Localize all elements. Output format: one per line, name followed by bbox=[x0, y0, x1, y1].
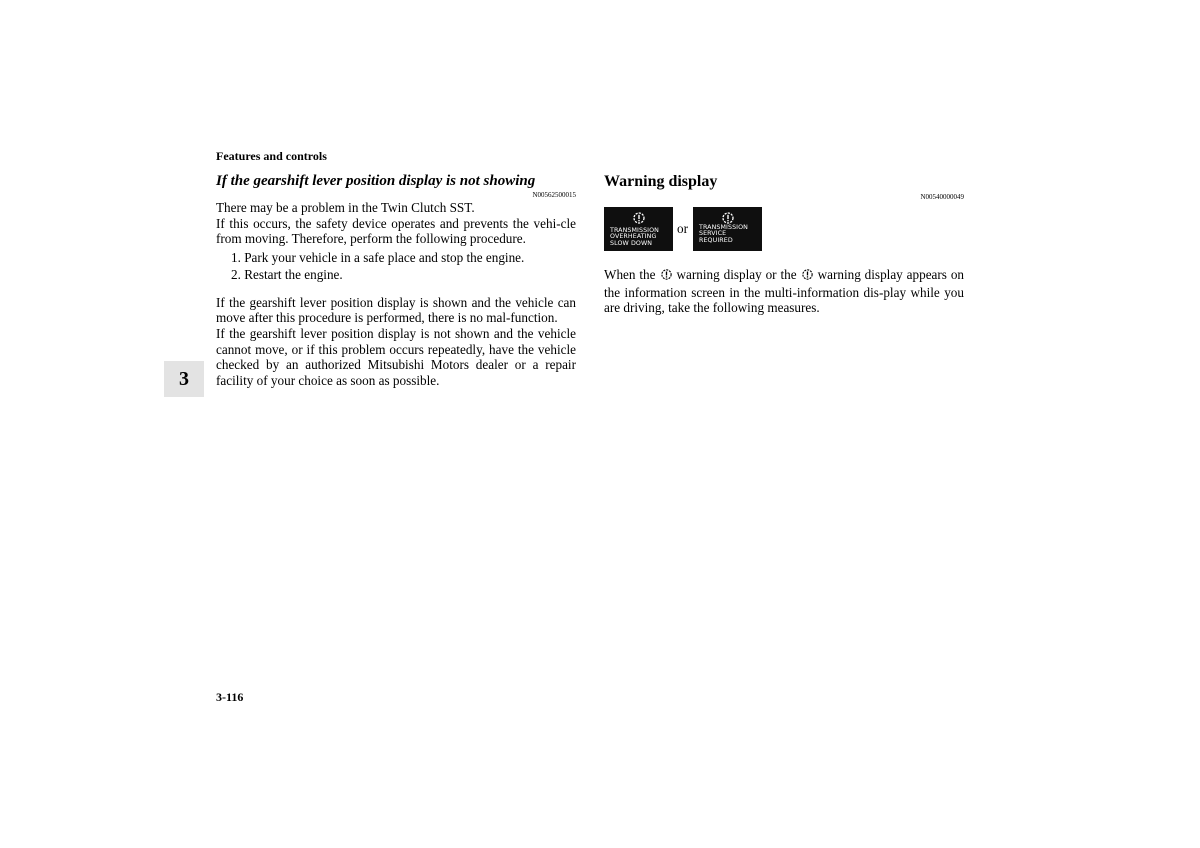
procedure-steps bbox=[231, 249, 576, 284]
left-column bbox=[216, 172, 576, 388]
paragraph-no-malfunction: If the gearshift lever position display is shown and the vehicle can move after this procedure is performed, there is no mal-function. bbox=[216, 294, 576, 326]
transmission-warning-icon bbox=[604, 211, 673, 225]
gearshift-display-heading: If the gearshift lever position display is not showing bbox=[216, 173, 536, 189]
transmission-warning-icon bbox=[801, 268, 814, 285]
reference-code: N00540000049 bbox=[920, 193, 964, 201]
page-number: 3-116 bbox=[216, 690, 244, 704]
display-text: TRANSMISSION SERVICE REQUIRED bbox=[699, 223, 748, 245]
service-required-warning-display bbox=[693, 207, 762, 251]
transmission-warning-icon bbox=[660, 268, 673, 285]
chapter-tab: 3 bbox=[164, 361, 204, 397]
paragraph-dealer-check: If the gearshift lever position display is not shown and the vehicle cannot move, or if this problem occurs repeatedly, have the vehicle checked by an authorized Mitsubishi Motors dealer or a repair facility of your choice as soon as possible. bbox=[216, 325, 576, 388]
section-header: Features and controls bbox=[216, 149, 327, 163]
or-label: or bbox=[677, 221, 688, 236]
intro-line-1: There may be a problem in the Twin Clutch SST. bbox=[216, 200, 475, 215]
warning-display-paragraph: When the warning display or the warning display appears on the information screen in the multi-information dis-play while you are driving, take the following measures. bbox=[604, 267, 965, 316]
reference-code: N00562500015 bbox=[532, 191, 576, 199]
display-text: TRANSMISSION OVERHEATING SLOW DOWN bbox=[610, 226, 659, 248]
warning-display-examples bbox=[604, 207, 964, 253]
overheating-warning-display bbox=[604, 207, 673, 251]
procedure-step: 2. Restart the engine. bbox=[231, 267, 343, 283]
right-column bbox=[604, 172, 964, 316]
transmission-warning-icon bbox=[693, 211, 762, 225]
procedure-step: 1. Park your vehicle in a safe place and stop the engine. bbox=[231, 249, 525, 265]
intro-line-2: If this occurs, the safety device operates and prevents the vehi-cle from moving. Therefore, perform the following procedure. bbox=[216, 215, 576, 247]
warning-display-heading: Warning display bbox=[604, 173, 718, 190]
